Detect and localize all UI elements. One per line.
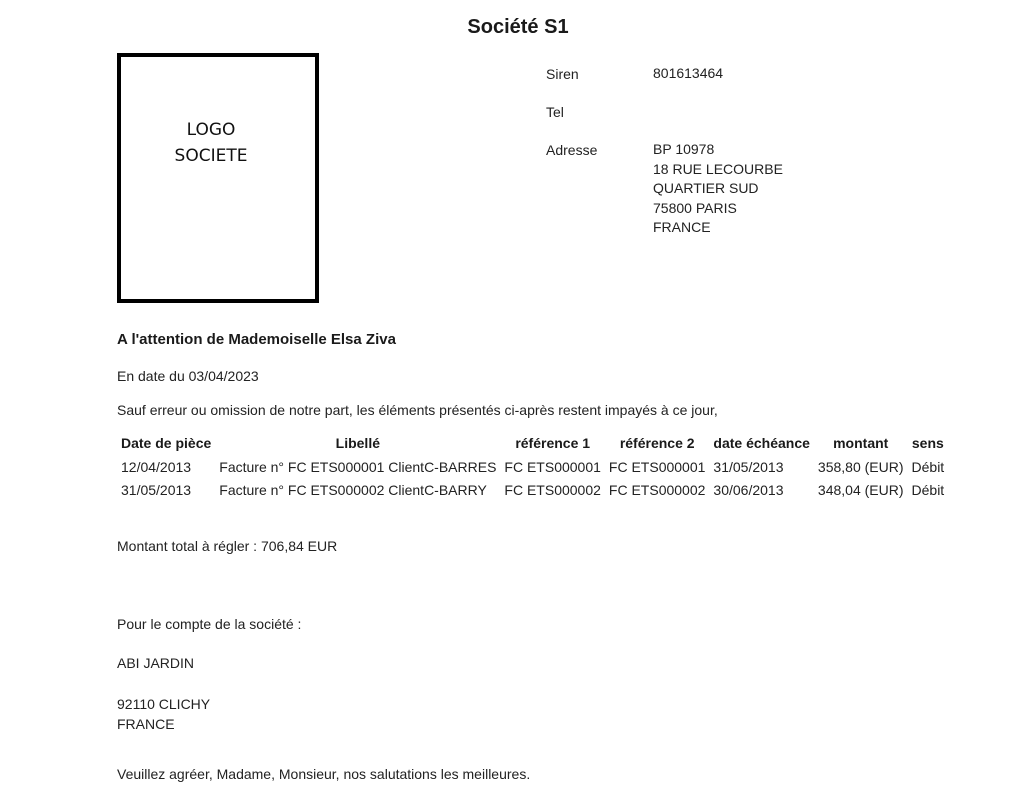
siren-label: Siren bbox=[546, 66, 579, 82]
total-amount: Montant total à régler : 706,84 EUR bbox=[117, 538, 338, 554]
table-row bbox=[117, 479, 948, 502]
tel-row bbox=[546, 102, 783, 122]
cell-reference-1: FC ETS000001 bbox=[504, 459, 601, 475]
cell-sens: Débit bbox=[911, 459, 945, 475]
client-address bbox=[117, 694, 210, 734]
siren-row bbox=[546, 64, 783, 84]
tel-label: Tel bbox=[546, 104, 564, 120]
header-reference-2: référence 2 bbox=[619, 435, 695, 451]
table-row bbox=[117, 456, 948, 479]
unpaid-items-table bbox=[117, 433, 948, 502]
cell-montant: 348,04 (EUR) bbox=[817, 482, 904, 498]
cell-date-echeance: 30/06/2013 bbox=[713, 482, 784, 498]
logo-text-line: LOGO bbox=[186, 120, 236, 140]
address-line: QUARTIER SUD bbox=[653, 180, 759, 196]
cell-reference-2: FC ETS000001 bbox=[608, 459, 706, 475]
address-row bbox=[546, 140, 783, 238]
client-address-line: FRANCE bbox=[117, 716, 175, 732]
cell-reference-2: FC ETS000002 bbox=[608, 482, 706, 498]
client-address-line: 92110 CLICHY bbox=[117, 696, 211, 712]
address-value bbox=[653, 140, 783, 238]
address-line: FRANCE bbox=[653, 219, 711, 235]
siren-value: 801613464 bbox=[653, 65, 724, 81]
cell-sens: Débit bbox=[911, 482, 945, 498]
table-header-row bbox=[117, 433, 948, 456]
client-name: ABI JARDIN bbox=[117, 655, 195, 671]
address-line: 75800 PARIS bbox=[653, 199, 737, 216]
address-line: BP 10978 bbox=[653, 141, 715, 157]
header-montant: montant bbox=[833, 435, 889, 451]
page-title: Société S1 bbox=[467, 16, 569, 38]
logo-text-line: SOCIETE bbox=[174, 146, 248, 166]
cell-date-piece: 31/05/2013 bbox=[121, 482, 192, 498]
cell-reference-1: FC ETS000002 bbox=[504, 482, 601, 498]
account-label: Pour le compte de la société : bbox=[117, 616, 302, 632]
salutation: Veuillez agréer, Madame, Monsieur, nos salutations les meilleures. bbox=[117, 766, 531, 782]
header-reference-1: référence 1 bbox=[515, 435, 591, 451]
header-date-echeance: date échéance bbox=[713, 435, 810, 451]
logo-text bbox=[121, 117, 301, 169]
cell-libelle: Facture n° FC ETS000001 ClientC-BARRES bbox=[219, 459, 497, 475]
header-sens: sens bbox=[911, 435, 944, 451]
company-logo-placeholder bbox=[117, 53, 319, 303]
date-line: En date du 03/04/2023 bbox=[117, 368, 259, 384]
company-info bbox=[546, 64, 783, 256]
cell-date-echeance: 31/05/2013 bbox=[713, 459, 784, 475]
address-label: Adresse bbox=[546, 142, 598, 158]
header-libelle: Libellé bbox=[335, 435, 381, 451]
cell-libelle: Facture n° FC ETS000002 ClientC-BARRY bbox=[219, 482, 487, 498]
cell-date-piece: 12/04/2013 bbox=[121, 459, 192, 475]
attention-line: A l'attention de Mademoiselle Elsa Ziva bbox=[117, 331, 396, 348]
address-line: 18 RUE LECOURBE bbox=[653, 160, 783, 177]
intro-text: Sauf erreur ou omission de notre part, les éléments présentés ci-après restent impayés à ce jour, bbox=[117, 402, 718, 418]
header-date-piece: Date de pièce bbox=[121, 435, 212, 451]
cell-montant: 358,80 (EUR) bbox=[817, 459, 904, 475]
